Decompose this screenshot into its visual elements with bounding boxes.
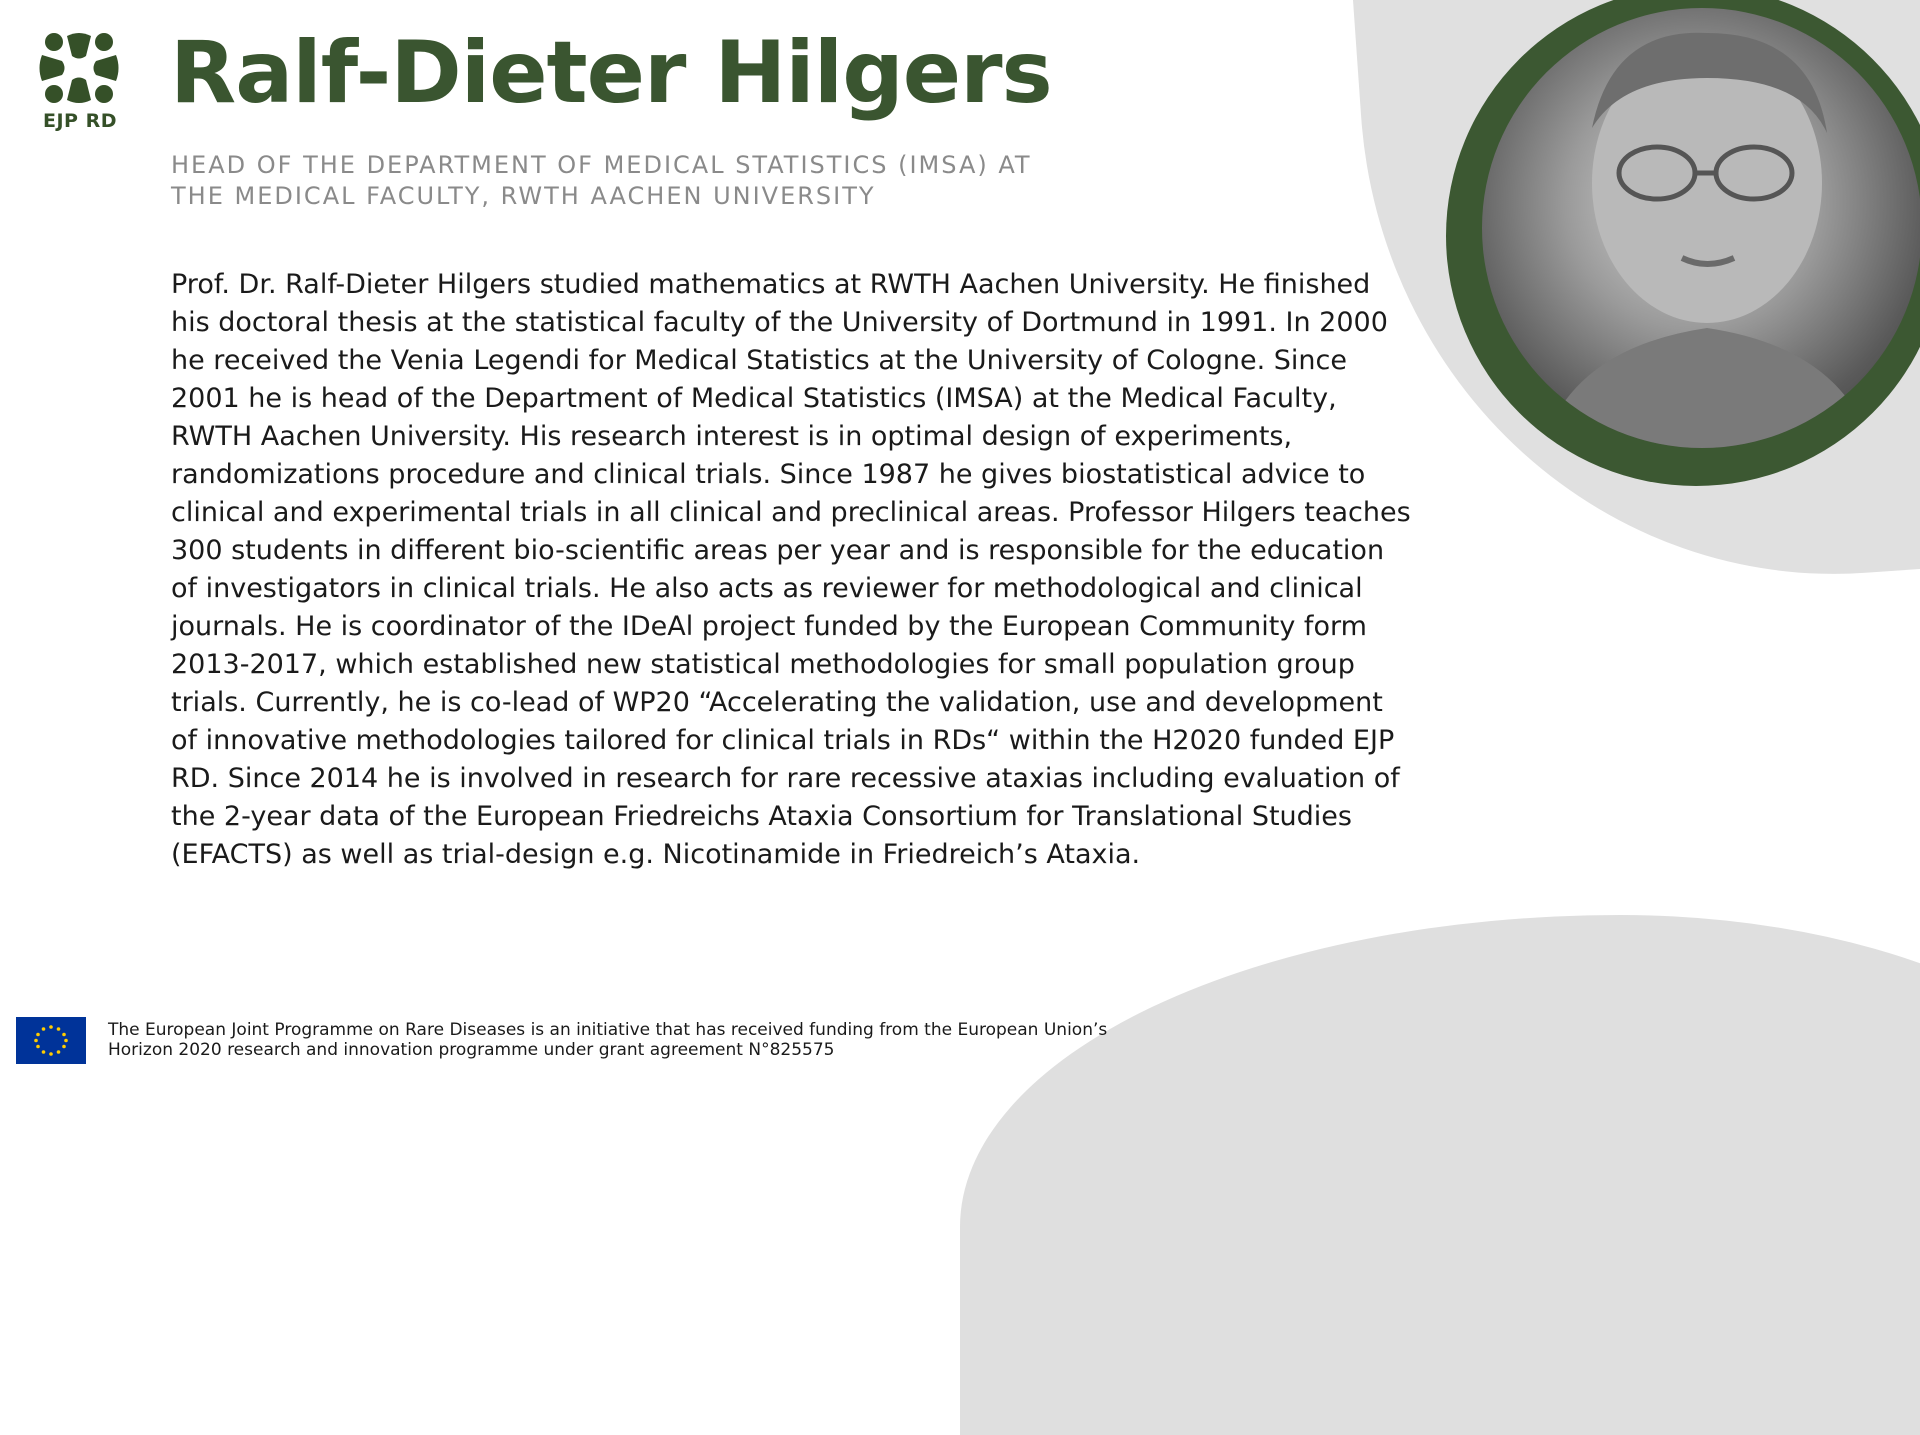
- background-shape-bottom: [960, 915, 1920, 1435]
- funding-disclaimer-line-2: Horizon 2020 research and innovation programme under grant agreement N°825575: [108, 1040, 835, 1060]
- job-title: [171, 150, 1101, 212]
- page-title: Ralf-Dieter Hilgers: [170, 23, 1052, 123]
- eu-flag-icon: [16, 1017, 86, 1064]
- job-title-line-1: HEAD OF THE DEPARTMENT OF MEDICAL STATISTICS (IMSA) AT: [171, 151, 1032, 179]
- portrait-photo: [1482, 8, 1920, 448]
- funding-disclaimer: [108, 1020, 1308, 1060]
- person-silhouette-icon: [1482, 8, 1920, 448]
- logo-text: EJP RD: [43, 110, 117, 132]
- biography-text: Prof. Dr. Ralf-Dieter Hilgers studied mathematics at RWTH Aachen University. He finished his doctoral thesis at the statistical faculty of the University of Dortmund in 1991. In 2000 he received the Venia Legendi for Medical Statistics at the University of Cologne. Since 2001 he is head of the Department of Medical Statistics (IMSA) at the Medical Faculty, RWTH Aachen University. His research interest is in optimal design of experiments, randomizations procedure and clinical trials. Since 1987 he gives biostatistical advice to clinical and experimental trials in all clinical and preclinical areas. Professor Hilgers teaches 300 students in different bio-scientific areas per year and is responsible for the education of investigators in clinical trials. He also acts as reviewer for methodological and clinical journals. He is coordinator of the IDeAl project funded by the European Community form 2013-2017, which established new statistical methodologies for small population group trials. Currently, he is co-lead of WP20 “Accelerating the validation, use and development of innovative methodologies tailored for clinical trials in RDs“ within the H2020 funded EJP RD. Since 2014 he is involved in research for rare recessive ataxias including evaluation of the 2-year data of the European Friedreichs Ataxia Consortium for Translational Studies (EFACTS) as well as trial-design e.g. Nicotinamide in Friedreich’s Ataxia.: [171, 269, 1411, 870]
- funding-disclaimer-line-1: The European Joint Programme on Rare Diseases is an initiative that has received funding from the European Union’s: [108, 1020, 1108, 1040]
- ejp-rd-people-circle-icon: [34, 28, 124, 118]
- job-title-line-2: THE MEDICAL FACULTY, RWTH AACHEN UNIVERSITY: [171, 182, 876, 210]
